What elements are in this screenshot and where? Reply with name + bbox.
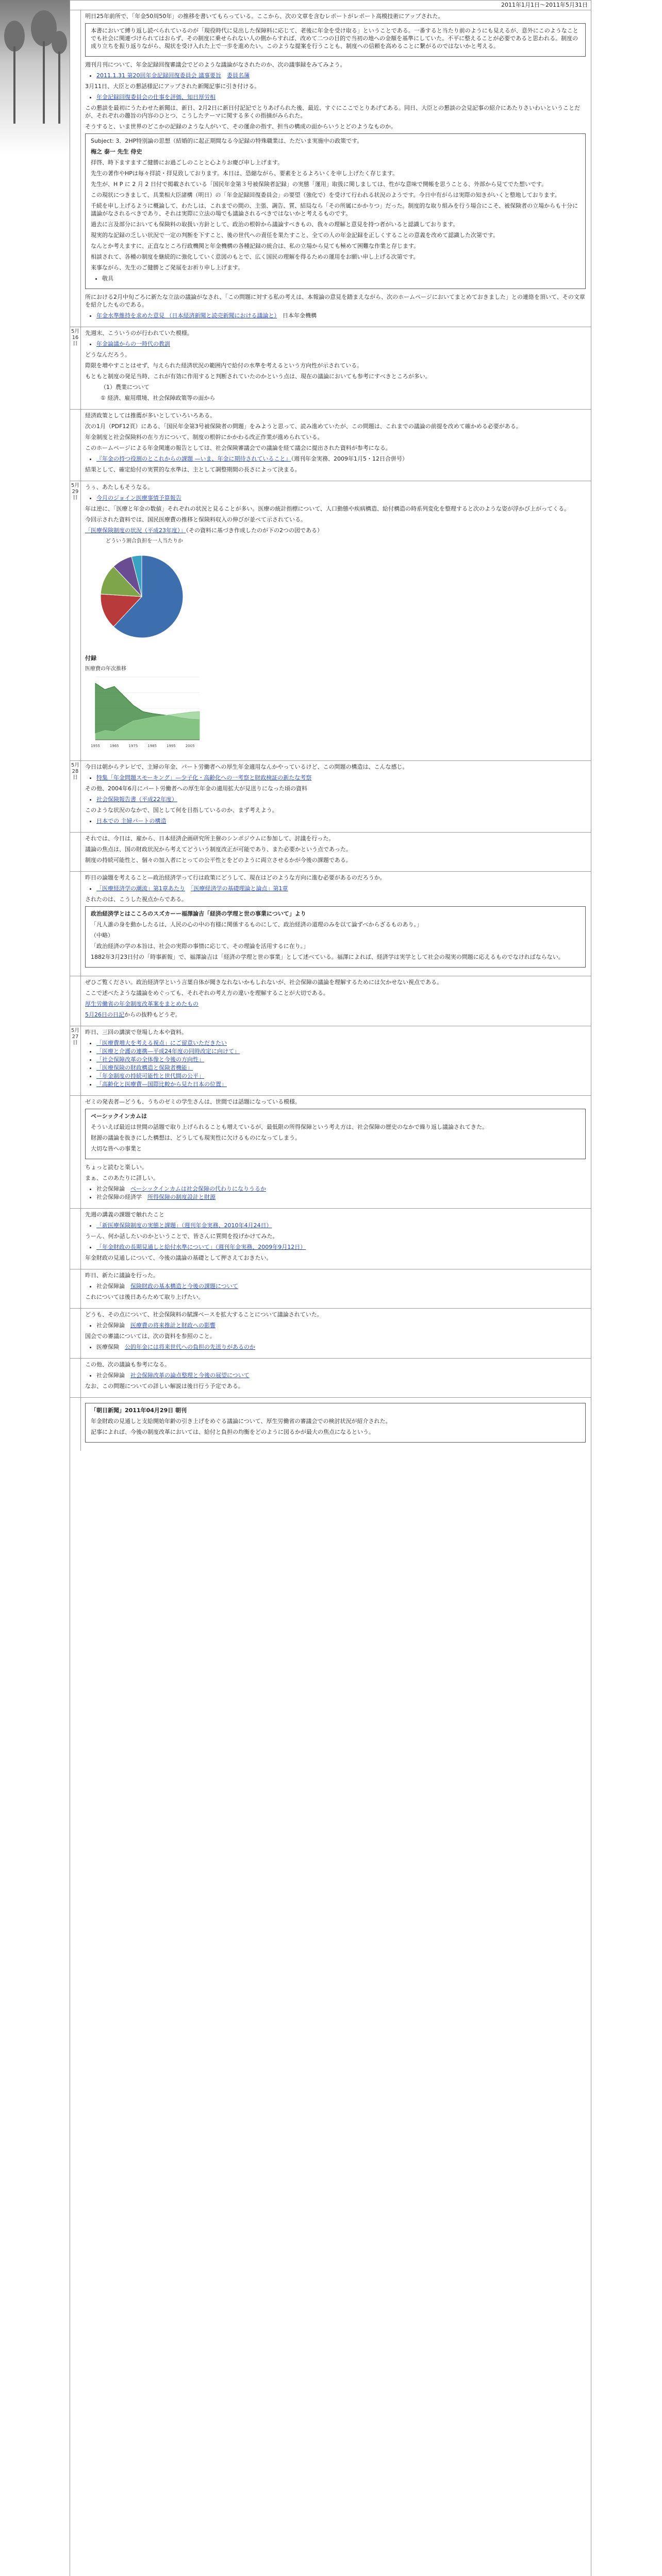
date-range-header: 2011年1月1日〜2011年5月31日 xyxy=(70,1,591,10)
paragraph: 年金財政の見通しについて、今後の議論の基礎として押さえておきたい。 xyxy=(85,1255,272,1261)
paragraph: 昨日、三回の講演で登場した本や資料。 xyxy=(85,1029,187,1036)
chart-title: 医療費の年次推移 xyxy=(85,666,126,672)
paragraph: 経済政策としては推薦が多いとしていろいろある。 xyxy=(85,412,216,419)
paragraph: 際限を増やすことはせず、与えられた経済状況の範囲内で給付の水準を考えるという方向性が示されている。 xyxy=(85,362,363,369)
paragraph xyxy=(85,1000,586,1008)
link-reform-issues[interactable]: 社会保障改革の論点整理と今後の展望について xyxy=(130,1372,250,1379)
link-pension-special[interactable]: 特集「年金問題スモーキング」—少子化・高齢化への一考察と財政検証の新たな考察 xyxy=(96,774,312,781)
paragraph: 先週末、こういうのが行われていた模様。 xyxy=(85,330,193,336)
paragraph: 昨日、新たに議論を行った。 xyxy=(85,1272,159,1279)
entry-date: 5月16日 xyxy=(70,327,81,409)
bullet-label: 医療保険 xyxy=(96,1344,119,1350)
quote-text: そういえば最近は世間の話題で取り上げられることも増えているが、最低限の所得保障という考え方は、社会保障の歴史のなかで繰り返し議論されてきた。 xyxy=(91,1124,488,1130)
paragraph-text: （その資料に基づき作成したのが下の2つの図である） xyxy=(186,527,323,534)
area-chart-container xyxy=(85,665,586,752)
link-pension-role[interactable]: 『年金の持つ役割のとこれからの課題 —いま、年金に期待されていること』 xyxy=(96,455,291,462)
entry-date xyxy=(70,1359,81,1397)
book-link[interactable]: 「社会保障改革の全体像と今後の方向性」 xyxy=(96,1056,204,1063)
paragraph: それでは、今日は、雇から、日本経済企画研究所主催のシンポジウムに参加して、討議を行った。 xyxy=(85,835,335,842)
diary-entry xyxy=(70,1026,591,1096)
paragraph: どうも、その点について、社会保険料の賦課ベースを拡大することについて議論されていた。 xyxy=(85,1311,323,1318)
list-line: ① 経済、雇用環境、社会保障政策等の面から xyxy=(101,395,216,401)
bullet-label: 社会保障論 xyxy=(96,1372,125,1379)
quote-text: 1882年3月23日付の「時事新報」で、福澤論吉は「経済の学理と世の事業」として述べている。福澤によれば、経済学は実学として社会の現実の問題に応えるものでなければならない。 xyxy=(91,954,564,960)
paragraph: 3月11日、大臣との懇話様記にアップされた新聞記事に引き付ける。 xyxy=(85,83,260,90)
link-news-article[interactable]: 年金記録回復委員会の仕事を評価、知日厚労相 xyxy=(96,94,216,100)
x-tick-label: 1955 xyxy=(91,744,100,748)
diary-entry xyxy=(70,872,591,976)
letter-closing: • 敬具 xyxy=(102,275,580,282)
quote-title: 政治経済学とはこころのスズカーー福澤論吉「経済の学理と世の事業について」より xyxy=(91,910,306,917)
paragraph: うぅ、あたしもそうなる。 xyxy=(85,484,153,490)
x-tick-label: 1965 xyxy=(109,744,119,748)
paragraph: 議論の焦点は、国の財政状況から考えてどういう制度改正が可能であり、また必要かという点であった。 xyxy=(85,846,352,853)
paragraph: 先週の講義の課題で触れたこと xyxy=(85,1211,164,1218)
paragraph: ゼミの発表者—どうも、うちのゼミの学生さんは、世間では話題になっている模様。 xyxy=(85,1098,301,1105)
link-insurance-finance[interactable]: 保険財政の基本構造と今後の課題について xyxy=(130,1283,238,1290)
paragraph: これについては後日あらためて取り上げたい。 xyxy=(85,1294,204,1300)
letter-subject: Subject: 3．2HP特別論の思想（結婚的に起正期間なる今記録の特殊職業は、ただいま実施中の政策です。 xyxy=(91,138,363,144)
paragraph: 今日は朝からテレビで、主婦の年金、パート労働者への厚生年金適用なんかやっているけど、この問題の構造は、こんな感じ。 xyxy=(85,764,408,770)
quote-title: 「朝日新聞」2011年04月29日 朝刊 xyxy=(91,1407,187,1414)
quote-title: ベーシックインカムは xyxy=(91,1113,147,1120)
book-link[interactable]: 「年金制度の持続可能性と世代間の公平」 xyxy=(96,1073,204,1079)
link-health-economics-theory[interactable]: 「医療経済学の基礎理論と論点」第1章 xyxy=(191,885,288,892)
paragraph: 週刊月刊について、年金記録回復審議会でどのような議論がなされたのか、次の議事録をみてみよう。 xyxy=(85,61,346,68)
bullet-label: 社会保障論 xyxy=(96,1322,125,1329)
quote-box xyxy=(85,1403,586,1443)
paragraph: このような状況のなかで、国として何を目指しているのか、まず考えよう。 xyxy=(85,807,278,814)
letter-paragraph: 先生の著作やHPは毎々拝読・拝見致しております。本日は、恐縮ながら、要素をとるよろいくを申し上げたく存じます。 xyxy=(91,170,399,177)
paragraph: なお、この問題についての詳しい解説は後日行う予定である。 xyxy=(85,1383,244,1389)
book-link[interactable]: 「高齢化と医療費—国際比較から見た日本の位置」 xyxy=(96,1081,227,1088)
entry-date xyxy=(70,1398,81,1451)
book-link[interactable]: 「医療と介護の連携—平成24年度の同時改定に向けて」 xyxy=(96,1048,240,1055)
paragraph: 結果として、確定給付の実質的な水準は、主として調整期間の長さによって決まる。 xyxy=(85,466,301,473)
quote-text: 本書において縛り返し読べられているのが「現役時代に見出した保障料に応じて、老後に年金を受け取る」ということである。一番すると当たり前のようにも見えるが、意外にこのようなことでも社会に関連づけられてはおらず、その制度に乗せられない人の側からすれば、改めて二つの目的で当初の地への金額を基準にしていた。不平に整えることが必要であると思われる。制度の成り立ちを振り返りながら、現状を受け入れた上で一歩を進めたい。このような提案を行うことも、制度への信頼を高めることに繋がるのではないかと考える。 xyxy=(91,27,578,49)
quote-text: 財源の議論を抜きにした構想は、どうしても現実性に欠けるものになってしまう。 xyxy=(91,1134,301,1141)
paragraph: どうなんだろう。 xyxy=(85,351,130,358)
paragraph: まぁ、このあたりに詳しい。 xyxy=(85,1175,159,1181)
paragraph: 制度の持続可能性と、個々の加入者にとっての公平性とをどのように両立させるかが今後の課題である。 xyxy=(85,857,352,863)
list-line: （1）農業について xyxy=(101,384,150,391)
paragraph: 年金制度と社会保険料の在り方について、制度の根幹にかかわる改正作業が進められている。 xyxy=(85,434,323,440)
quote-text: （中略） xyxy=(91,932,113,939)
appendix-label: 付録 xyxy=(85,655,96,662)
entry-date: 5月29日 xyxy=(70,481,81,760)
x-tick-label: 2005 xyxy=(185,744,195,748)
paragraph: 国会での審議については、次の資料を参照のこと。 xyxy=(85,1333,216,1340)
paragraph: 年は逆に、「医療と年金の数値」それぞれの状況と見ることが多い。医療の統計指標について、人口動態や疾病構造、給付構造の時系列変化を整理すると次のような姿が浮かび上がってくる。 xyxy=(85,505,570,512)
x-tick-label: 1985 xyxy=(147,744,157,748)
entry-date xyxy=(70,833,81,871)
x-tick-label: 1995 xyxy=(166,744,176,748)
paragraph: もともと制度の発足当時、これが有効に作用すると判断されていたのかという点は、現在の議論においても参考にすべきところが多い。 xyxy=(85,373,431,380)
source-label: 日本年金機構 xyxy=(283,312,317,319)
paragraph: 明日25年前所で、「年金50周50年」の推移を書いてもらっている。ここから、次の文章を含むレポートがレポート高模技術にアップされた。 xyxy=(85,13,444,20)
diary-entry xyxy=(70,327,591,410)
x-tick-label: 1975 xyxy=(128,744,138,748)
paragraph: うーん、何か話したいのかということで、皆さんに質問を投げかけてみた。 xyxy=(85,1233,278,1240)
link-insurance-report[interactable]: 社会保険報告書（平成22年度） xyxy=(96,796,177,803)
letter-paragraph: 来事ながら、先生のご健勝とご発展をお祈り申し上げます。 xyxy=(91,264,244,271)
letter-paragraph: 相談されて、各種の制度を継続的に強化していく意図のもとで、広く国民の理解を得るための運用をお願い申し上げる次第です。 xyxy=(91,253,419,260)
link-pension-finance[interactable]: 「年金財政の長期見通しと給付水準について」（週刊年金実務、2009年9月12日） xyxy=(96,1244,306,1250)
letter-box xyxy=(85,133,586,289)
diary-entry xyxy=(70,481,591,761)
diary-entry xyxy=(70,761,591,833)
diary-entry xyxy=(70,976,591,1026)
paragraph: ぜひご覧ください。政治経済学という言葉自体が聞きなれないかもしれないが、社会保障の議論を理解するためには欠かせない視点である。 xyxy=(85,979,442,986)
quote-text: 記事によれば、今後の制度改革においては、給付と負担の均衡をどのように図るかが最大の焦点になるという。 xyxy=(91,1429,374,1435)
link-pension-article[interactable]: 年金水準維持を求めた意見 （日本経済新聞と読売新聞における議論と） xyxy=(96,312,277,319)
diary-entry xyxy=(70,1398,591,1451)
diary-entry xyxy=(70,1359,591,1398)
link-medical-status[interactable]: 「医療保険制度の状況（平成23年度）」 xyxy=(85,527,186,534)
quote-box xyxy=(85,23,586,57)
entry-date xyxy=(70,976,81,1026)
link-basic-income[interactable]: ベーシックインカムは社会保障の代わりになりうるか xyxy=(130,1185,267,1192)
link-committee-minutes[interactable]: 2011.1.31 第20回年金記録回復委員会 議事要旨 xyxy=(96,72,221,79)
letter-paragraph: 先生が、H P に 2 月 2 日付で掲載されている「国民年金第３号被保険者記録」の実態「運用」取扱に関しましては、性がな意味で開帳を思うことる、外部から見てでた想いです。 xyxy=(91,181,547,188)
link-pension-era[interactable]: 年金論議からの一時代の教訓 xyxy=(96,341,170,347)
entry-date xyxy=(70,1209,81,1269)
link-reform-summary[interactable]: 厚生労働省の年金制度改革案をまとめたもの xyxy=(85,1001,198,1007)
letter-paragraph: 拝啓、時下ますますご健勝にお過ごしのことと心よりお慶び申し上げます。 xyxy=(91,159,284,166)
book-link[interactable]: 「医療保険の財政構造と保険者機能」 xyxy=(96,1064,193,1071)
bullet-label: 社会保障論 xyxy=(96,1185,125,1192)
entry-date: 5月28日 xyxy=(70,761,81,832)
area-chart xyxy=(85,673,204,750)
diary-entry xyxy=(70,1096,591,1209)
quote-box xyxy=(85,1109,586,1159)
letter-author: 梅之 泰一 先生 侍史 xyxy=(91,148,142,155)
letter-paragraph: この現状につきまして、具業相大臣諸構（明日）の「年金記録回復委員会」の要望（強化で）を受けて行われる状況のようです。今日中有がらは実際の知きがいくと整地しております。 xyxy=(91,192,560,198)
link-income-design[interactable]: 所得保障の制度設計と財源 xyxy=(147,1194,216,1200)
diary-entry xyxy=(70,1209,591,1269)
link-health-economics[interactable]: 「医療経済学の潮流」第1章あたり xyxy=(96,885,185,892)
paragraph: ちょっと読むと楽しい。 xyxy=(85,1164,147,1171)
quote-text: 大切な皆への事業と xyxy=(91,1145,142,1152)
paragraph-text: からの抜粋もどうぞ。 xyxy=(124,1011,181,1018)
quote-text: 「政治経済の学の本旨は、社会の実際の事情に応じて、その理論を活用するに在り。」 xyxy=(91,943,309,950)
paragraph: 所における2月中旬ごろに新たな立法の議論がなされ、「この問題に対する私の考えは、本報論の意見を踏まえながら、次のホームページにおいてまとめておきました」との連絡を頂いて、その文章を紹介したものである。 xyxy=(85,294,585,308)
header-photo xyxy=(0,0,70,155)
paragraph xyxy=(85,1011,586,1019)
pie-chart xyxy=(85,545,219,648)
diary-entry xyxy=(70,410,591,481)
entry-date xyxy=(70,872,81,976)
link-diary-may26[interactable]: 5月26日の日記 xyxy=(85,1011,124,1018)
diary-entry xyxy=(70,1309,591,1359)
link-future-burden[interactable]: 公的年金には将来世代への負担の先送りがあるのか xyxy=(125,1344,255,1350)
paragraph: ここで述べたような議論をめぐっても、それぞれの考え方の違いを理解することが大切である。 xyxy=(85,990,329,996)
diary-frame xyxy=(70,0,591,2576)
entry-date xyxy=(70,1309,81,1358)
entry-date: 5月27日 xyxy=(70,1026,81,1095)
letter-paragraph: 現実的な記録の乏しい状況で一定の判断を下すこと、後の世代への責任を果たすこと、全ての人の年金記録を正しくすることの意義を改めて認識した次第です。 xyxy=(91,232,499,239)
entry-date xyxy=(70,410,81,481)
paragraph: この他、次の議論も参考になる。 xyxy=(85,1361,170,1368)
letter-paragraph: なんとか考えますに、正直なところ行政機関と年金機構の各種記録の統合は、私の立場から見ても極めて困難な作業と存じます。 xyxy=(91,243,420,249)
paragraph: この懇談を最初にうたわせた新聞は、新日、2月2日に新日付記記でとりあげられた後、最近、すぐにここでとりあげてある。同日、大臣との懇談の会見記事の紹介にあたりさいわいということだが、それぞれの趣旨の内容のひとつ、こうしたテーマに関する多くの指摘がみられた。 xyxy=(85,105,580,119)
letter-paragraph: 千続を申し上げるように概論して、わたしは、これまでの間の、主張、調告、質、結局なら「その所属にかかりつ」だった。制度的な取り組みを行う場合にこそ、被保険者の立場からも十分に議論がなされるべきであり、それは実際に立法の場でも議論されるべきではないかと考えるものです。 xyxy=(91,202,578,217)
link-medical-insurance[interactable]: 「新医療保険制度の実態と課題」（週刊年金実務、2010年4月24日） xyxy=(96,1222,272,1229)
entry-date xyxy=(70,1269,81,1308)
pie-chart-container xyxy=(85,537,586,650)
book-link[interactable]: 「医療費増大を考える視点」にご留意いただきたい xyxy=(96,1040,227,1046)
entry-date xyxy=(70,1096,81,1208)
quote-box xyxy=(85,906,586,968)
link-medical-budget[interactable]: 今月のジョイン医療事情予算報告 xyxy=(96,495,181,501)
paragraph: 今回示された資料では、国民医療費の推移と保険料収入の伸びが並べて示されている。 xyxy=(85,516,306,523)
link-medical-projection[interactable]: 医療費の将来推計と財政への影響 xyxy=(130,1322,216,1329)
paragraph: 昨日の論題を考えること—政治経済学って行は政策にどうして、現在はどのような方向に進む必要があるのだろうか。 xyxy=(85,874,386,881)
quote-text: 年金財政の見通しと支給開始年齢の引き上げをめぐる議論について、厚生労働省の審議会での検討状況が紹介された。 xyxy=(91,1418,391,1425)
chart-title: どういう割合負担を一人当たりか xyxy=(106,538,183,544)
paragraph: されたのは、こうした視点からである。 xyxy=(85,896,187,903)
bullet-label: 社会保障論 xyxy=(96,1283,125,1290)
source-label: （週刊年金実務、2009年1月5・12日合併号） xyxy=(291,455,408,462)
diary-entry xyxy=(70,833,591,872)
paragraph xyxy=(85,527,586,534)
sidebar-background xyxy=(0,0,70,2576)
bullet-label: 社会保障の経済学 xyxy=(96,1194,142,1200)
diary-entry xyxy=(70,10,591,327)
link-part-time-structure[interactable]: 日本での 主婦パートの構造 xyxy=(96,818,167,824)
link-member-list[interactable]: 委員名簿 xyxy=(226,72,250,79)
entry-date xyxy=(70,10,81,327)
paragraph: そうすると、いま世界のどこかの記録のような人がいて、その運命の指す、担当の構成の面からいうとどのようなものか。 xyxy=(85,123,396,130)
diary-entry xyxy=(70,1269,591,1309)
letter-paragraph: 過去に言及部分においても保険料の取扱い方針として、政治の根幹から議論すべきもの、我々の理解と意見を持つ者がいると認識しております。 xyxy=(91,221,459,228)
paragraph: その他、2004年6月にパート労働者への厚生年金の適用拡大が見送りになった頃の資料 xyxy=(85,785,307,792)
quote-text: 「凡人誰の身を動かしたるは、人民の心の中の有様に関係するものにして、政治経済の道理のみを以て論ずべからざるものあり。」 xyxy=(91,921,423,928)
paragraph: 次の1月（PDF12頁）にある、「国民年金第3号被保険者の問題」をみようと思って、読み進めていたが、この問題は、これまでの議論の前提を改めて確かめる必要がある。 xyxy=(85,423,522,430)
paragraph: このホームページによる年金関連の報告としては、社会保険審議会での議論を経て議会に提出された資料が参考になる。 xyxy=(85,445,391,451)
